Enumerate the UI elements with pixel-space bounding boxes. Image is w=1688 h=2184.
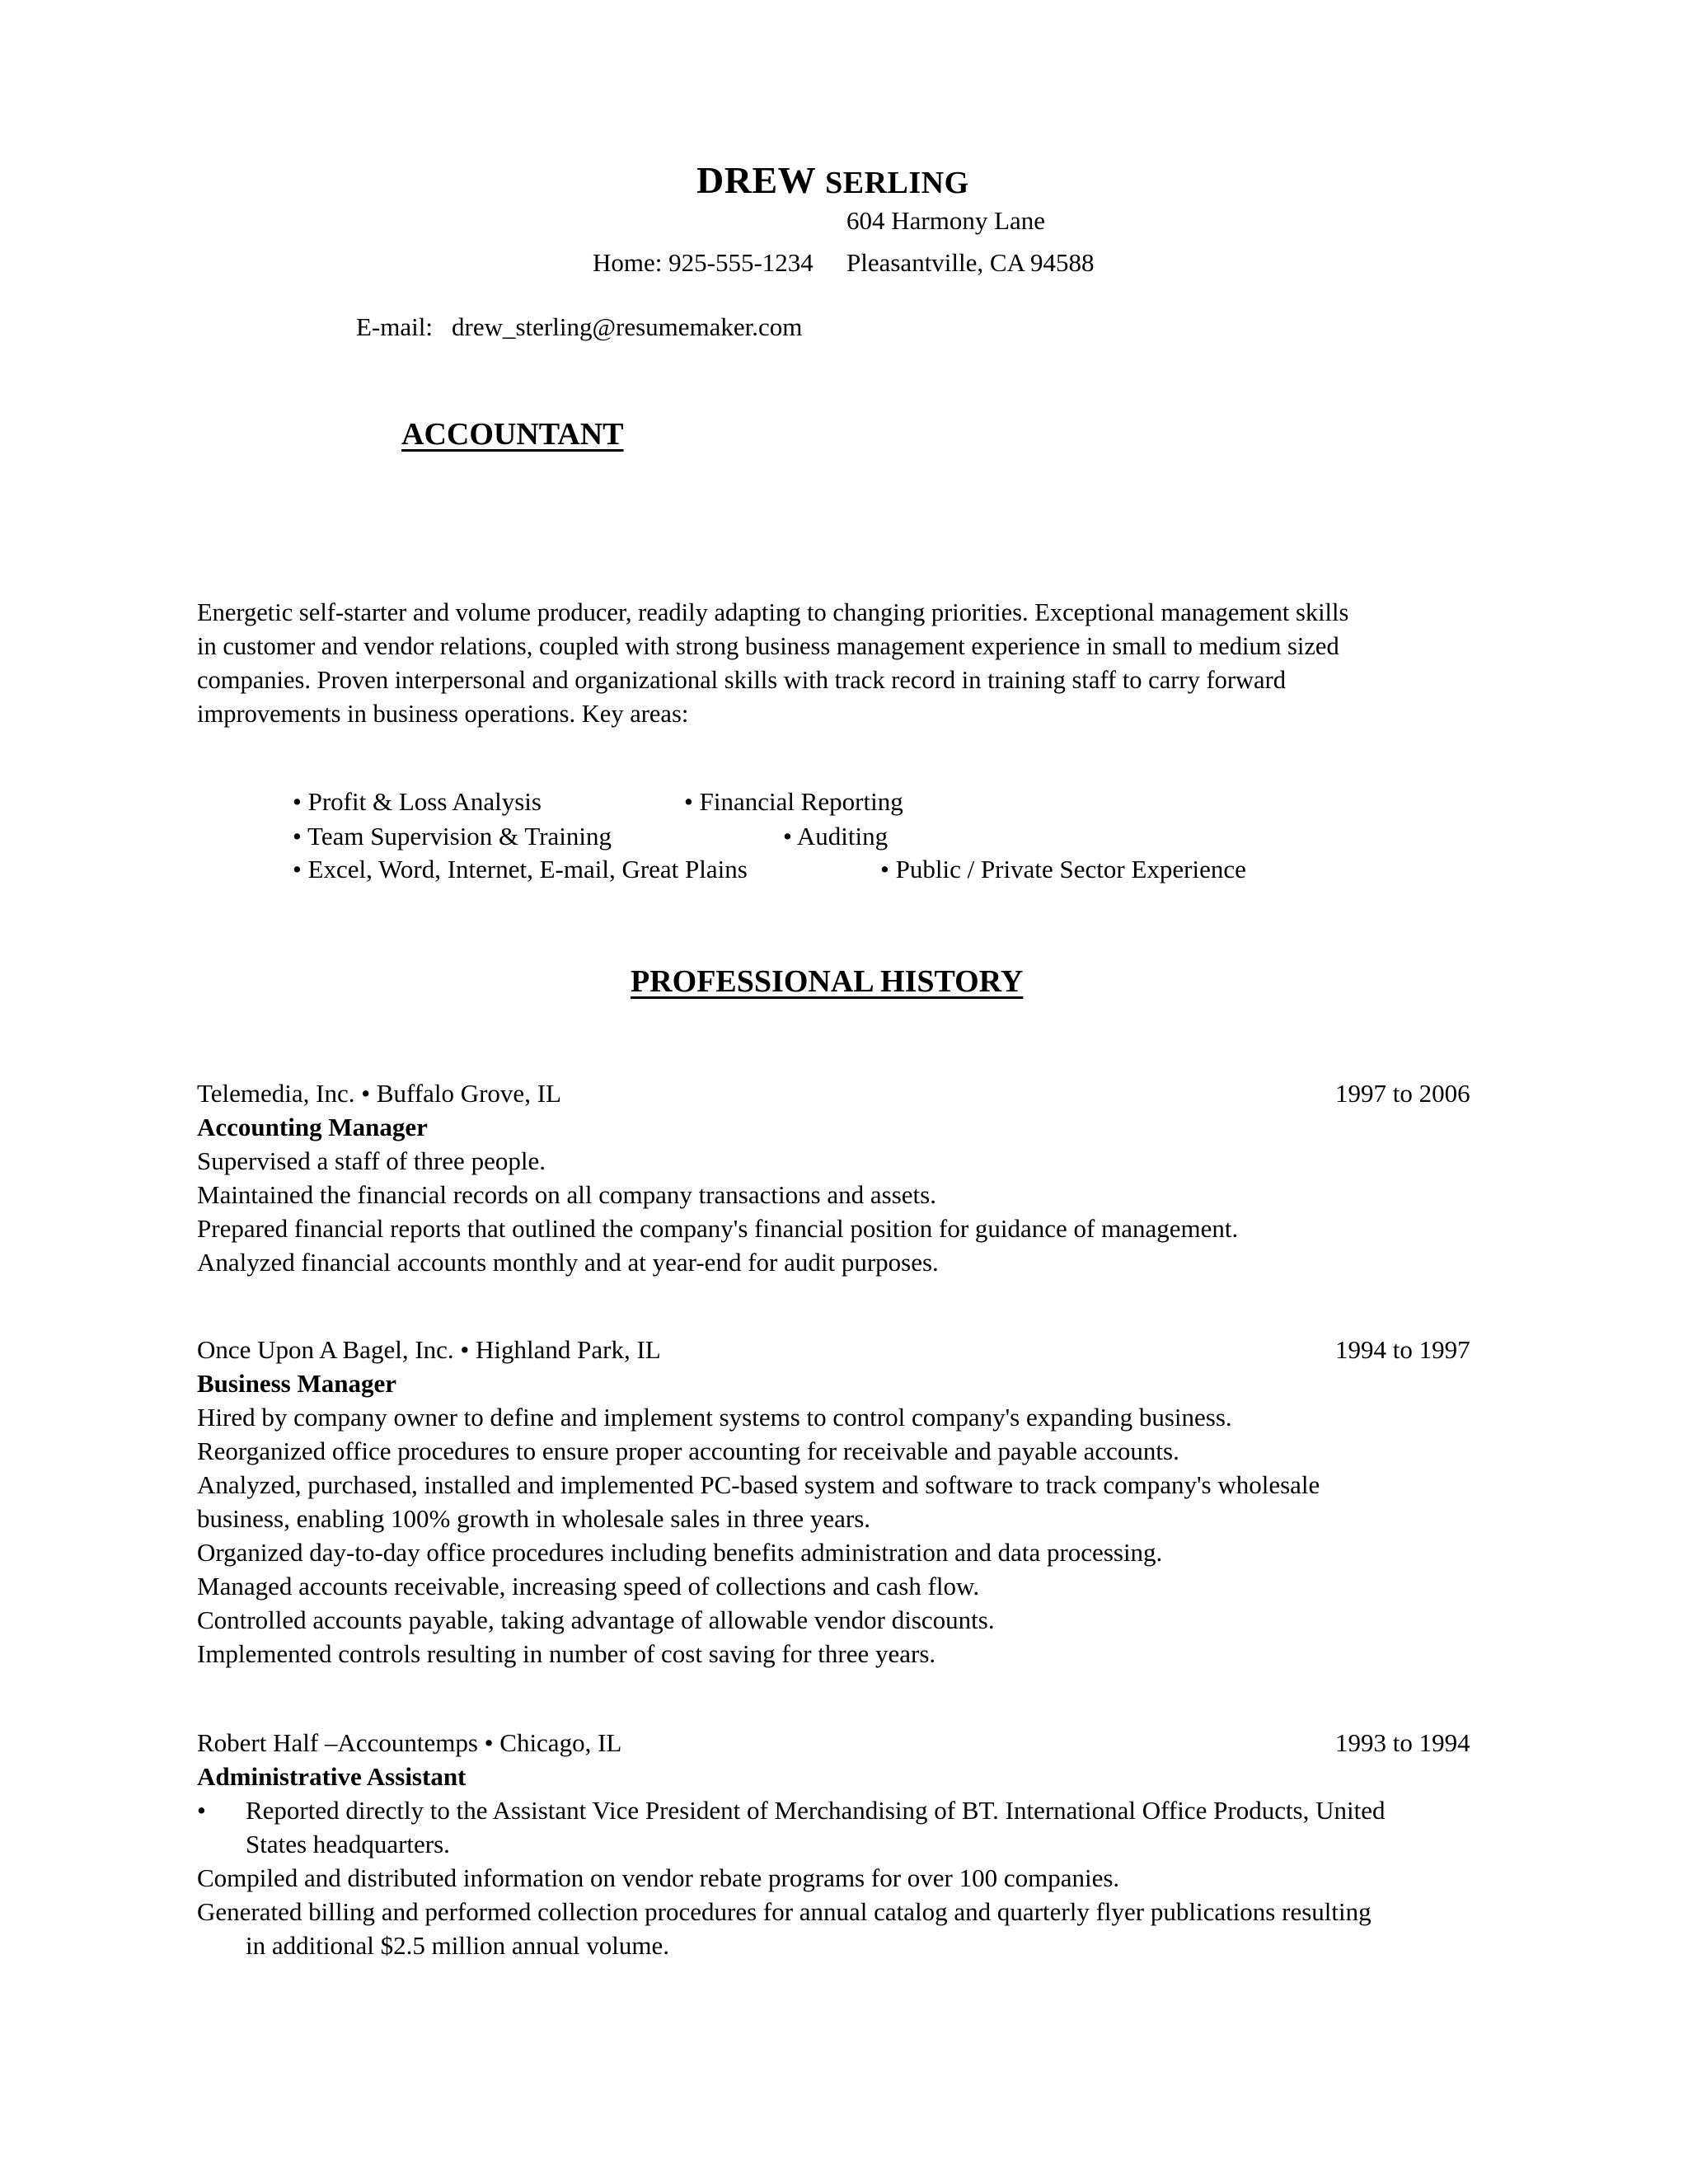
summary-line: improvements in business operations. Key areas: bbox=[197, 700, 689, 728]
key-area-item: • Auditing bbox=[783, 822, 889, 851]
history-heading: PROFESSIONAL HISTORY bbox=[631, 964, 1024, 999]
key-area-item: • Profit & Loss Analysis bbox=[293, 787, 542, 816]
bullet-marker: • bbox=[197, 1796, 206, 1825]
job-description-line: Reorganized office procedures to ensure proper accounting for receivable and payable accounts. bbox=[197, 1436, 1179, 1465]
job-company: Robert Half –Accountemps • Chicago, IL bbox=[197, 1728, 622, 1757]
job-description-line: Prepared financial reports that outlined the company's financial position for guidance of management. bbox=[197, 1214, 1239, 1243]
job-description-line: Compiled and distributed information on vendor rebate programs for over 100 companies. bbox=[197, 1863, 1120, 1892]
job-description-line: Maintained the financial records on all company transactions and assets. bbox=[197, 1180, 936, 1209]
email-address[interactable]: drew_sterling@resumemaker.com bbox=[452, 312, 803, 341]
job-description-line: Managed accounts receivable, increasing speed of collections and cash flow. bbox=[197, 1572, 980, 1601]
summary-line: in customer and vendor relations, coupled with strong business management experience in small to medium sized bbox=[197, 632, 1339, 660]
job-description-line: Analyzed, purchased, installed and implemented PC-based system and software to track company's wholesale bbox=[197, 1470, 1320, 1499]
objective-heading: ACCOUNTANT bbox=[401, 417, 624, 452]
summary-line: companies. Proven interpersonal and organizational skills with track record in training staff to carry forward bbox=[197, 666, 1286, 694]
email-label: E-mail: bbox=[356, 312, 433, 341]
job-description-line: business, enabling 100% growth in wholesale sales in three years. bbox=[197, 1504, 871, 1533]
job-description-line: in additional $2.5 million annual volume. bbox=[246, 1931, 670, 1960]
job-description-line: Supervised a staff of three people. bbox=[197, 1146, 546, 1175]
job-description-line: Generated billing and performed collection procedures for annual catalog and quarterly flyer publications resulting bbox=[197, 1897, 1372, 1926]
key-area-item: • Excel, Word, Internet, E-mail, Great Plains bbox=[293, 855, 748, 883]
job-company: Once Upon A Bagel, Inc. • Highland Park, IL bbox=[197, 1335, 661, 1364]
address-line-2: Pleasantville, CA 94588 bbox=[846, 248, 1095, 277]
job-title: Accounting Manager bbox=[197, 1113, 428, 1141]
name-last: SERLING bbox=[825, 166, 969, 200]
job-description-line: Analyzed financial accounts monthly and at year-end for audit purposes. bbox=[197, 1248, 939, 1277]
job-dates: 1997 to 2006 bbox=[1335, 1079, 1470, 1108]
job-dates: 1993 to 1994 bbox=[1335, 1728, 1470, 1757]
job-description-line: Reported directly to the Assistant Vice President of Merchandising of BT. International Office Products, United bbox=[246, 1796, 1386, 1825]
job-description-line: Organized day-to-day office procedures including benefits administration and data processing. bbox=[197, 1538, 1163, 1567]
job-description-line: States headquarters. bbox=[246, 1830, 450, 1858]
name-first: DREW bbox=[696, 159, 817, 201]
job-description-line: Hired by company owner to define and implement systems to control company's expanding business. bbox=[197, 1403, 1232, 1432]
home-phone: Home: 925-555-1234 bbox=[593, 248, 814, 277]
job-title: Administrative Assistant bbox=[197, 1762, 467, 1791]
job-company: Telemedia, Inc. • Buffalo Grove, IL bbox=[197, 1079, 561, 1108]
key-area-item: • Team Supervision & Training bbox=[293, 822, 612, 851]
address-line-1: 604 Harmony Lane bbox=[846, 206, 1046, 235]
job-title: Business Manager bbox=[197, 1369, 396, 1398]
key-area-item: • Financial Reporting bbox=[684, 787, 903, 816]
job-dates: 1994 to 1997 bbox=[1335, 1335, 1470, 1364]
job-description-line: Implemented controls resulting in number of cost saving for three years. bbox=[197, 1639, 936, 1668]
candidate-name bbox=[696, 158, 969, 202]
summary-line: Energetic self-starter and volume producer, readily adapting to changing priorities. Exceptional management skills bbox=[197, 598, 1349, 626]
summary-paragraph bbox=[197, 596, 1483, 731]
job-description-line: Controlled accounts payable, taking advantage of allowable vendor discounts. bbox=[197, 1605, 995, 1634]
key-area-item: • Public / Private Sector Experience bbox=[880, 855, 1246, 883]
